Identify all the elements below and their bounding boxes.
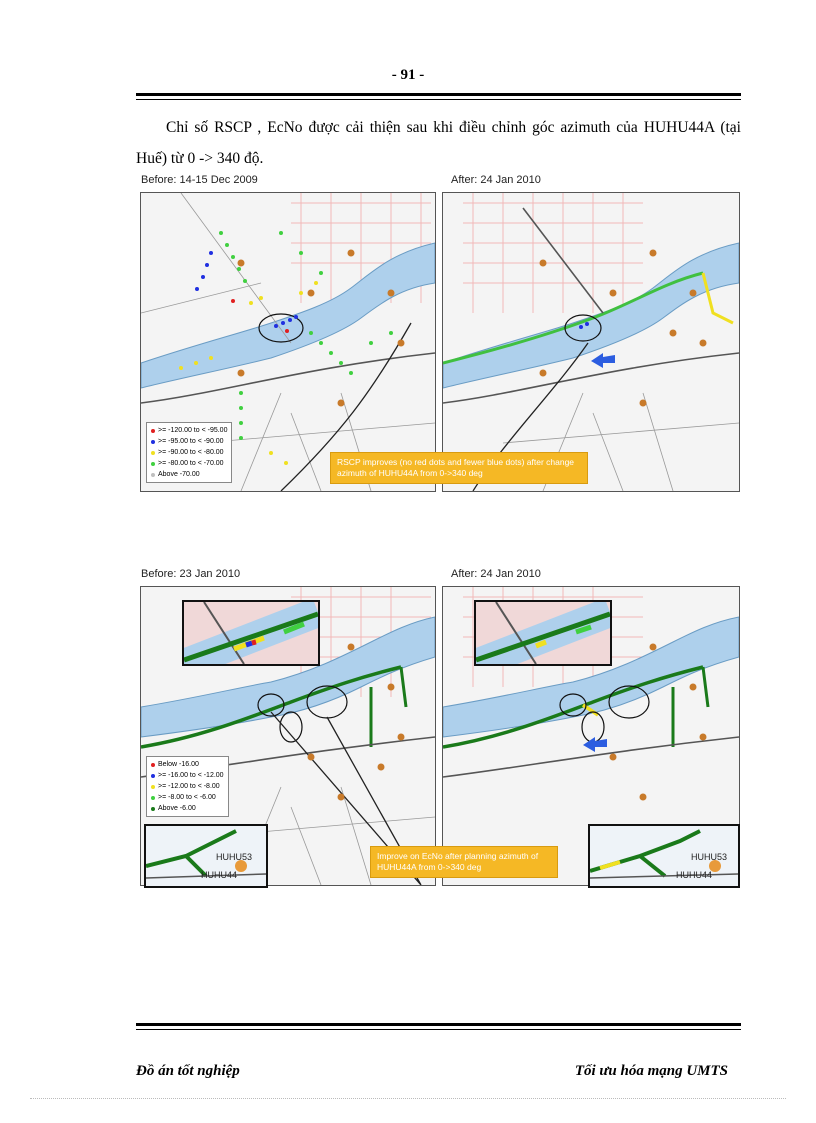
legend-swatch — [151, 785, 155, 789]
legend-swatch — [151, 462, 155, 466]
header-rule-thick — [136, 93, 741, 96]
legend-label: >= -8.00 to < -6.00 — [158, 794, 216, 801]
after-map — [442, 192, 740, 492]
ecno-legend — [146, 756, 229, 817]
page-number: - 91 - — [391, 67, 425, 83]
inset-site-label: HUHU53 — [691, 852, 728, 862]
rscp-figure — [136, 172, 741, 494]
legend-label: Above -6.00 — [158, 805, 196, 812]
legend-item — [151, 770, 224, 781]
paragraph-text: Chỉ số RSCP , EcNo được cải thiện sau khi điều chỉnh góc azimuth của HUHU44A (tại Huế) từ 0 -> 340 độ. — [136, 119, 741, 167]
legend-item — [151, 436, 227, 447]
rscp-callout: RSCP improves (no red dots and fewer blue dots) after change azimuth of HUHU44A from 0->340 deg — [330, 452, 588, 484]
footer-left: Đồ án tốt nghiệp — [136, 1063, 240, 1079]
legend-item — [151, 803, 224, 814]
legend-swatch — [151, 763, 155, 767]
rscp-legend — [146, 422, 232, 483]
ecno-callout: Improve on EcNo after planning azimuth of HUHU44A from 0->340 deg — [370, 846, 558, 878]
legend-label: >= -16.00 to < -12.00 — [158, 772, 224, 779]
legend-item — [151, 792, 224, 803]
legend-item — [151, 458, 227, 469]
legend-item — [151, 759, 224, 770]
legend-item — [151, 425, 227, 436]
ecno-figure — [136, 566, 741, 888]
after-zoom-inset — [474, 600, 612, 666]
legend-item — [151, 469, 227, 480]
inset-site-label: HUHU44 — [676, 870, 713, 880]
before-zoom-inset — [182, 600, 320, 666]
legend-swatch — [151, 451, 155, 455]
after-title: After: 24 Jan 2010 — [451, 568, 541, 580]
legend-swatch — [151, 796, 155, 800]
header-rule-thin — [136, 99, 741, 100]
page-bottom-divider — [30, 1098, 786, 1099]
legend-label: Below -16.00 — [158, 761, 199, 768]
legend-label: >= -90.00 to < -80.00 — [158, 449, 224, 456]
legend-label: >= -12.00 to < -8.00 — [158, 783, 220, 790]
legend-swatch — [151, 429, 155, 433]
footer-rule-thin — [136, 1029, 741, 1030]
legend-item — [151, 781, 224, 792]
legend-label: Above -70.00 — [158, 471, 200, 478]
before-title: Before: 23 Jan 2010 — [141, 568, 241, 580]
footer-right: Tối ưu hóa mạng UMTS — [574, 1063, 728, 1079]
legend-swatch — [151, 807, 155, 811]
legend-item — [151, 447, 227, 458]
legend-label: >= -95.00 to < -90.00 — [158, 438, 224, 445]
inset-site-label: HUHU44 — [201, 870, 238, 880]
legend-swatch — [151, 774, 155, 778]
legend-swatch — [151, 473, 155, 477]
legend-swatch — [151, 440, 155, 444]
after-title: After: 24 Jan 2010 — [451, 174, 541, 186]
footer-rule-thick — [136, 1023, 741, 1026]
body-paragraph — [136, 112, 741, 174]
legend-label: >= -120.00 to < -95.00 — [158, 427, 228, 434]
inset-site-label: HUHU53 — [216, 852, 253, 862]
before-title: Before: 14-15 Dec 2009 — [141, 174, 258, 186]
legend-label: >= -80.00 to < -70.00 — [158, 460, 224, 467]
